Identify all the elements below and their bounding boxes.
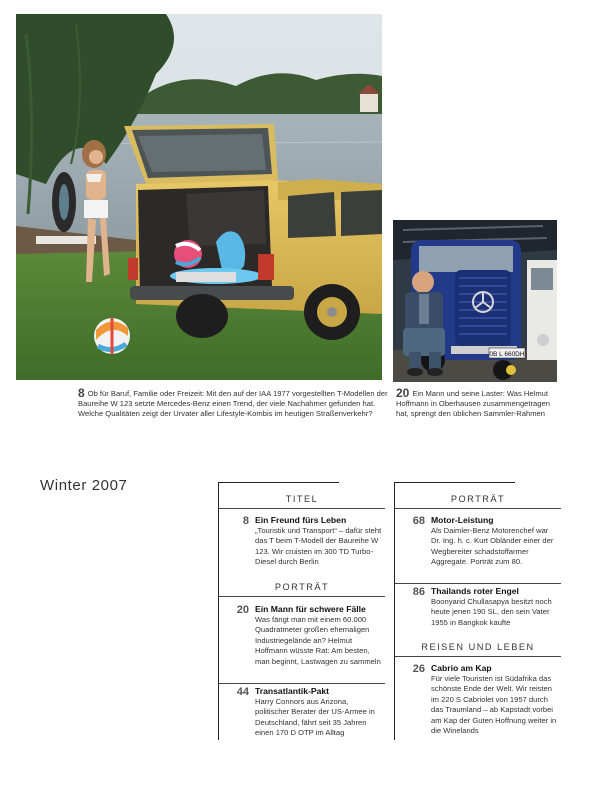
toc-heading: Ein Freund fürs Leben — [255, 515, 347, 525]
toc-section-reisen — [395, 642, 561, 657]
photo-caption-2 — [396, 388, 561, 420]
section-rule — [395, 656, 561, 657]
issue-title: Winter 2007 — [40, 477, 128, 494]
photo-caption-1 — [78, 388, 390, 420]
toc-page-number: 86 — [412, 586, 425, 598]
toc-teaser: Was fängt man mit einem 60.000 Quadratmeter großen ehemaligen Industriegelände an? Helmut Hoffmann wüsste Rat: Am besten, man beginnt, Lastwagen zu sammeln — [255, 615, 381, 666]
toc-heading: Transatlantik-Pakt — [255, 686, 330, 696]
section-rule — [219, 596, 385, 597]
toc-column-left — [218, 482, 385, 740]
toc-page-number: 26 — [412, 663, 425, 675]
toc-teaser: Für viele Touristen ist Südafrika das schönste Ende der Welt. Wir reisten im 220 S Cabriolet von 1957 durch das Traumland – ab Kapstadt vorbei am Kap der Guten Hoffnung weiter in die Winelands — [431, 674, 557, 736]
license-plate: 0B L 660DH — [489, 351, 525, 358]
cover-photo-w123 — [16, 14, 382, 380]
caption-text: Ob für Baruf, Familie oder Freizeit: Mit den auf der IAA 1977 vorgestellten T-Modellen der Baureihe W 123 setzte Mercedes-Benz einen Trend, der viele Nachahmer gefunden hat. Welche Qualitäten zeigt der Urvater aller Lifestyle-Kombis im heutigen Straßenverkehr? — [78, 389, 388, 419]
section-title: REISEN UND LEBEN — [421, 642, 535, 652]
entry-rule — [395, 583, 561, 584]
toc-page-number: 8 — [242, 515, 249, 527]
toc-teaser: Harry Connors aus Arizona, politischer Berater der US-Armee in Deutschland, fährt seit 35 Jahren einen 170 D OTP im Alltag — [255, 697, 375, 738]
section-title: PORTRÄT — [274, 582, 330, 592]
toc-heading: Ein Mann für schwere Fälle — [255, 604, 366, 614]
toc-page-number: 44 — [236, 686, 249, 698]
caption-text: Ein Mann und seine Laster: Was Helmut Hoffmann in Oberhausen zusammengetragen hat, sprengt den üblichen Sammler-Rahmen — [396, 389, 550, 419]
caption-page-number: 20 — [396, 386, 410, 400]
toc-column-right — [394, 482, 561, 740]
toc-page-number: 20 — [236, 604, 249, 616]
photo-truck-collector — [393, 220, 557, 382]
toc-heading: Motor-Leistung — [431, 515, 494, 525]
section-title: TITEL — [285, 494, 319, 504]
section-rule — [219, 508, 385, 509]
toc-teaser: Als Daimler-Benz Motorenchef war Dr. Ing. h. c. Kurt Obländer einer der Wegbereiter schadstoffarmer Aggregate. Porträt zum 80. — [431, 526, 554, 567]
entry-rule — [219, 683, 385, 684]
section-rule — [395, 508, 561, 509]
toc-section-titel — [219, 494, 385, 509]
toc-heading: Cabrio am Kap — [431, 663, 492, 673]
toc-page-number: 68 — [412, 515, 425, 527]
column-top-rule — [395, 482, 515, 483]
column-top-rule — [219, 482, 339, 483]
toc-section-portraet — [395, 494, 561, 509]
toc-section-portraet — [219, 582, 385, 597]
toc-heading: Thailands roter Engel — [431, 586, 519, 596]
section-title: PORTRÄT — [450, 494, 506, 504]
toc-teaser: „Touristik und Transport“ – dafür steht das T beim T-Modell der Baureihe W 123. Wir cruisten im 300 TD Turbo-Diesel durch Berlin — [255, 526, 382, 567]
photo-w123-estate — [16, 14, 382, 380]
photo-blue-truck — [393, 220, 557, 382]
caption-page-number: 8 — [78, 386, 85, 400]
toc-teaser: Boonyarid Chullasapya besitzt noch heute jenen 190 SL, den sein Vater 1955 in Bangkok kaufte — [431, 597, 552, 627]
